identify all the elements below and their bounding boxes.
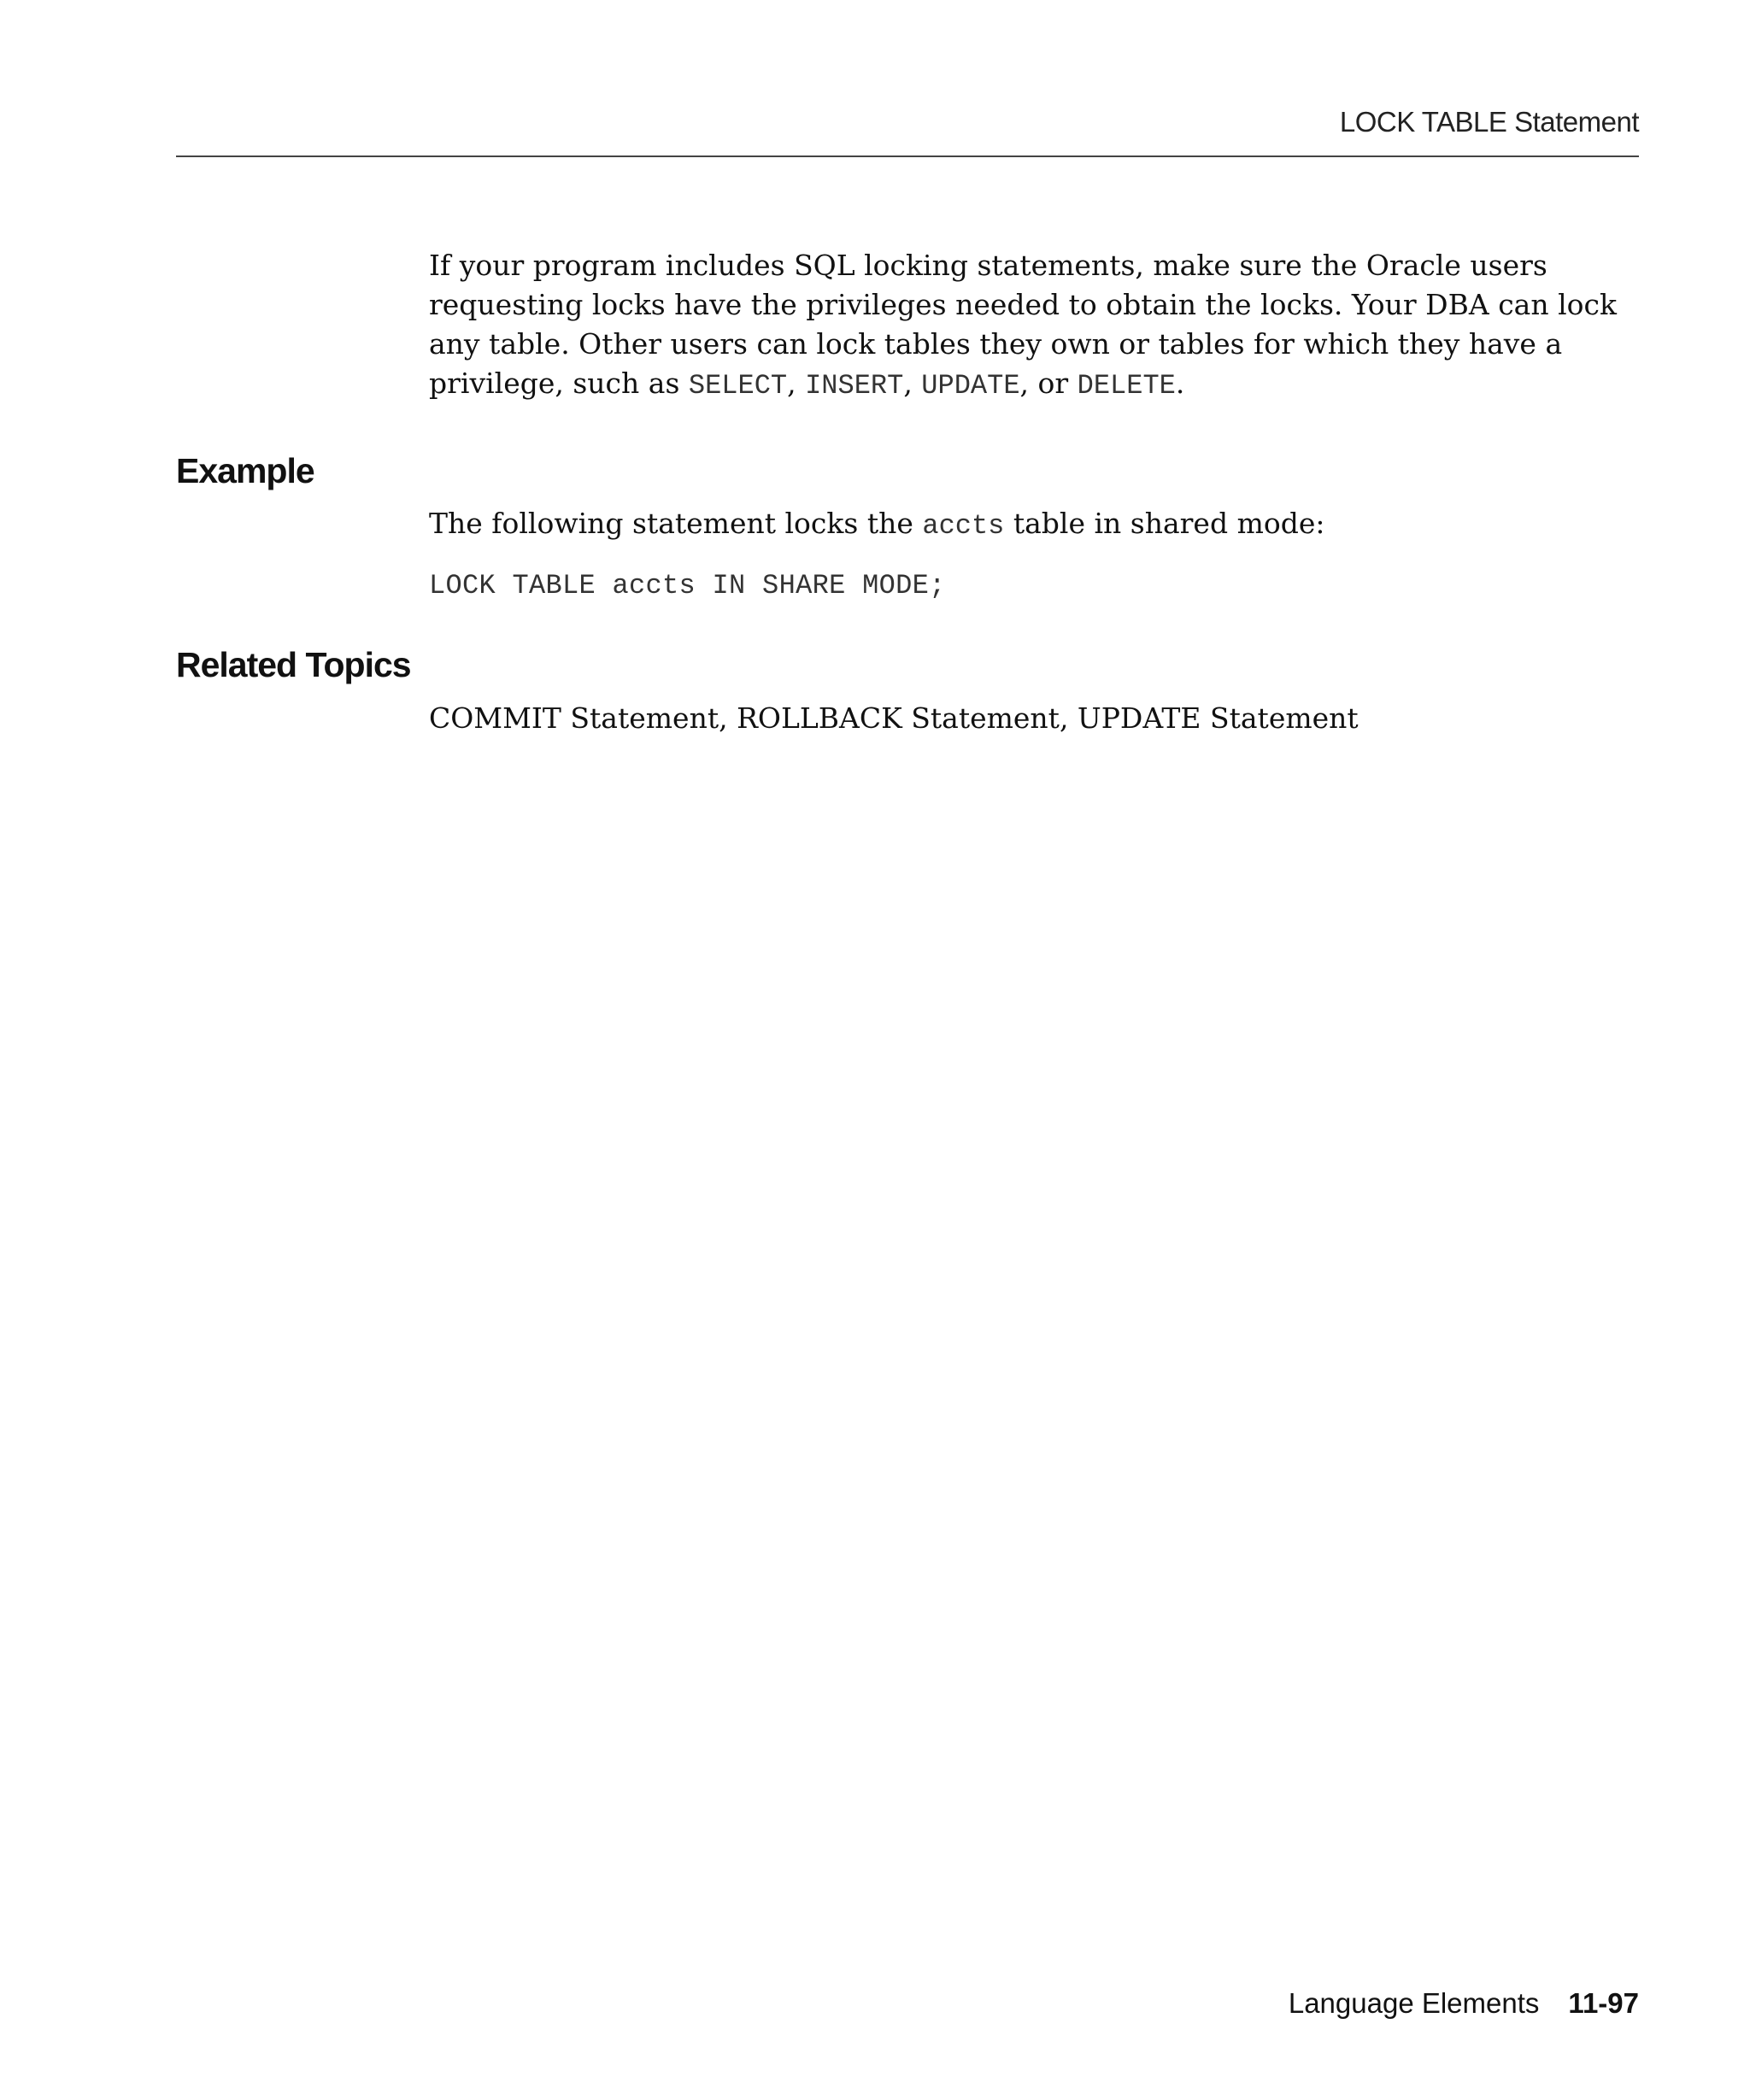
privilege-delete: DELETE xyxy=(1077,370,1176,402)
related-topics-heading: Related Topics xyxy=(176,645,411,684)
privilege-update: UPDATE xyxy=(921,370,1020,402)
privilege-insert: INSERT xyxy=(805,370,904,402)
sentence-end: . xyxy=(1175,367,1185,400)
intro-paragraph xyxy=(429,246,1642,406)
page-footer xyxy=(1289,1987,1639,2020)
table-name-code: accts xyxy=(922,510,1005,542)
separator: , xyxy=(787,367,806,400)
example-text: The following statement locks the xyxy=(429,507,923,540)
related-topics-list: COMMIT Statement, ROLLBACK Statement, UPDATE Statement xyxy=(429,701,1359,735)
code-example: LOCK TABLE accts IN SHARE MODE; xyxy=(429,570,946,601)
running-header-title: LOCK TABLE Statement xyxy=(1339,106,1639,138)
example-text-end: table in shared mode: xyxy=(1004,507,1325,540)
header-divider xyxy=(176,155,1639,157)
page-number: 11-97 xyxy=(1568,1987,1639,2019)
separator: , xyxy=(903,367,922,400)
privilege-select: SELECT xyxy=(688,370,788,402)
example-paragraph xyxy=(429,504,1642,546)
separator: , or xyxy=(1019,367,1078,400)
footer-section: Language Elements xyxy=(1288,1987,1540,2019)
example-heading: Example xyxy=(176,451,314,490)
intro-text: If your program includes SQL locking statements, make sure the Oracle users requesting locks have the privileges needed to obtain the locks. Your DBA can lock any table. Other users can lock tables they own or tables for which they have a privilege, such as xyxy=(429,249,1617,400)
